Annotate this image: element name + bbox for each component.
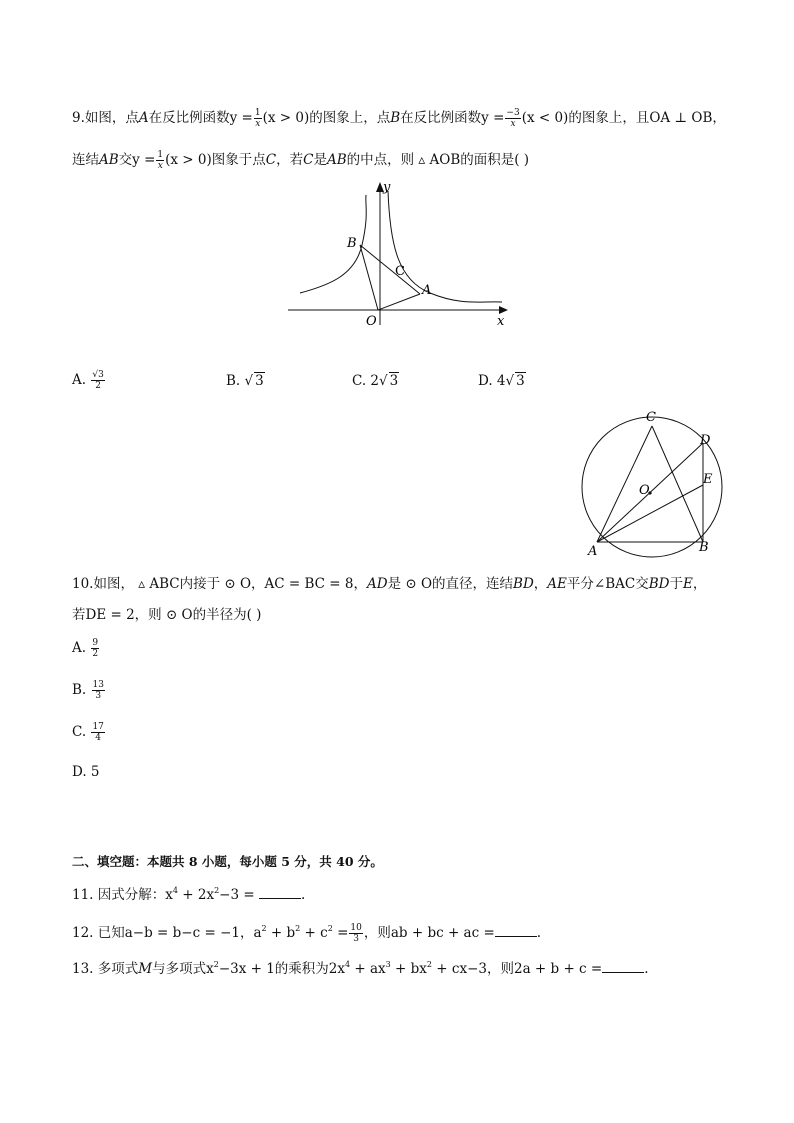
c-label: C (395, 264, 405, 279)
fraction: $\frac{-3}{x}$ (506, 108, 520, 129)
q10-option-a[interactable]: A. $\frac{9}{2}$ (72, 638, 99, 659)
o-label: O (639, 483, 650, 498)
q9-line2: 连结AB交y = $\frac{1}{x}$ (x > 0)图象于点C，若C是AB的中点，则 ▵ AOB的面积是( ) (72, 150, 530, 171)
fraction: $\frac{1}{x}$ (157, 150, 164, 171)
b-label: B (699, 540, 709, 555)
q10-option-b[interactable]: B. $\frac{13}{3}$ (72, 680, 104, 701)
y-label: y (383, 180, 391, 195)
segment-ob (360, 245, 378, 310)
q10-line1: 10.如图， ▵ ABC内接于 ⊙ O，AC = BC = 8，AD是 ⊙ O的直径，连结BD，AE平分∠BAC交BD于E， (72, 576, 707, 592)
x-axis-arrow (499, 306, 508, 314)
fraction: $\frac{1}{x}$ (254, 108, 261, 129)
q12: 12. 已知a−b = b−c = −1，$a^2 + b^2 + c^2$ = $\frac{10}{3}$ ，则ab + bc + ac = . (72, 923, 542, 944)
q11: 11. 因式分解：$x^4 + 2x^2-3$ = . (72, 886, 306, 903)
o-label: O (366, 314, 377, 329)
answer-blank[interactable] (602, 958, 644, 973)
section-heading: 二、填空题：本题共 8 小题，每小题 5 分，共 40 分。 (72, 854, 383, 869)
q13: 13. 多项式M与多项式$x^2-3x + 1$的乘积为$2x^4 + ax^3 + bx^2 + cx-3$，则2a + b + c = . (72, 960, 649, 977)
q9-option-c[interactable]: C. 2√ 3 (352, 373, 399, 389)
q9-option-a[interactable]: A. $\frac{√3}{2}$ (72, 370, 104, 391)
q10-figure (570, 405, 730, 565)
x-label: x (497, 314, 505, 329)
q9-option-b[interactable]: B. √ 3 (226, 373, 264, 389)
d-label: D (700, 433, 711, 448)
q9-figure (280, 175, 520, 335)
q9-option-d[interactable]: D. 4√ 3 (478, 373, 525, 389)
answer-blank[interactable] (259, 884, 301, 899)
b-label: B (347, 236, 357, 251)
a-label: A (588, 544, 598, 559)
q10-line2: 若DE = 2，则 ⊙ O的半径为( ) (72, 607, 262, 623)
hyperbola-right (388, 191, 502, 302)
answer-blank[interactable] (495, 922, 537, 937)
q10-option-d[interactable]: D. 5 (72, 764, 100, 780)
a-label: A (422, 283, 432, 298)
segment-ab (360, 245, 420, 294)
c-label: C (646, 410, 656, 425)
e-label: E (703, 472, 713, 487)
q9-line1: 9.如图，点A在反比例函数y = $\frac{1}{x}$ (x > 0)的图象上，点B在反比例函数y = $\frac{-3}{x}$ (x < 0)的图象上，且OA ⊥ OB， (72, 108, 726, 129)
segment-oa (378, 294, 420, 310)
q10-option-c[interactable]: C. $\frac{17}{4}$ (72, 722, 104, 743)
